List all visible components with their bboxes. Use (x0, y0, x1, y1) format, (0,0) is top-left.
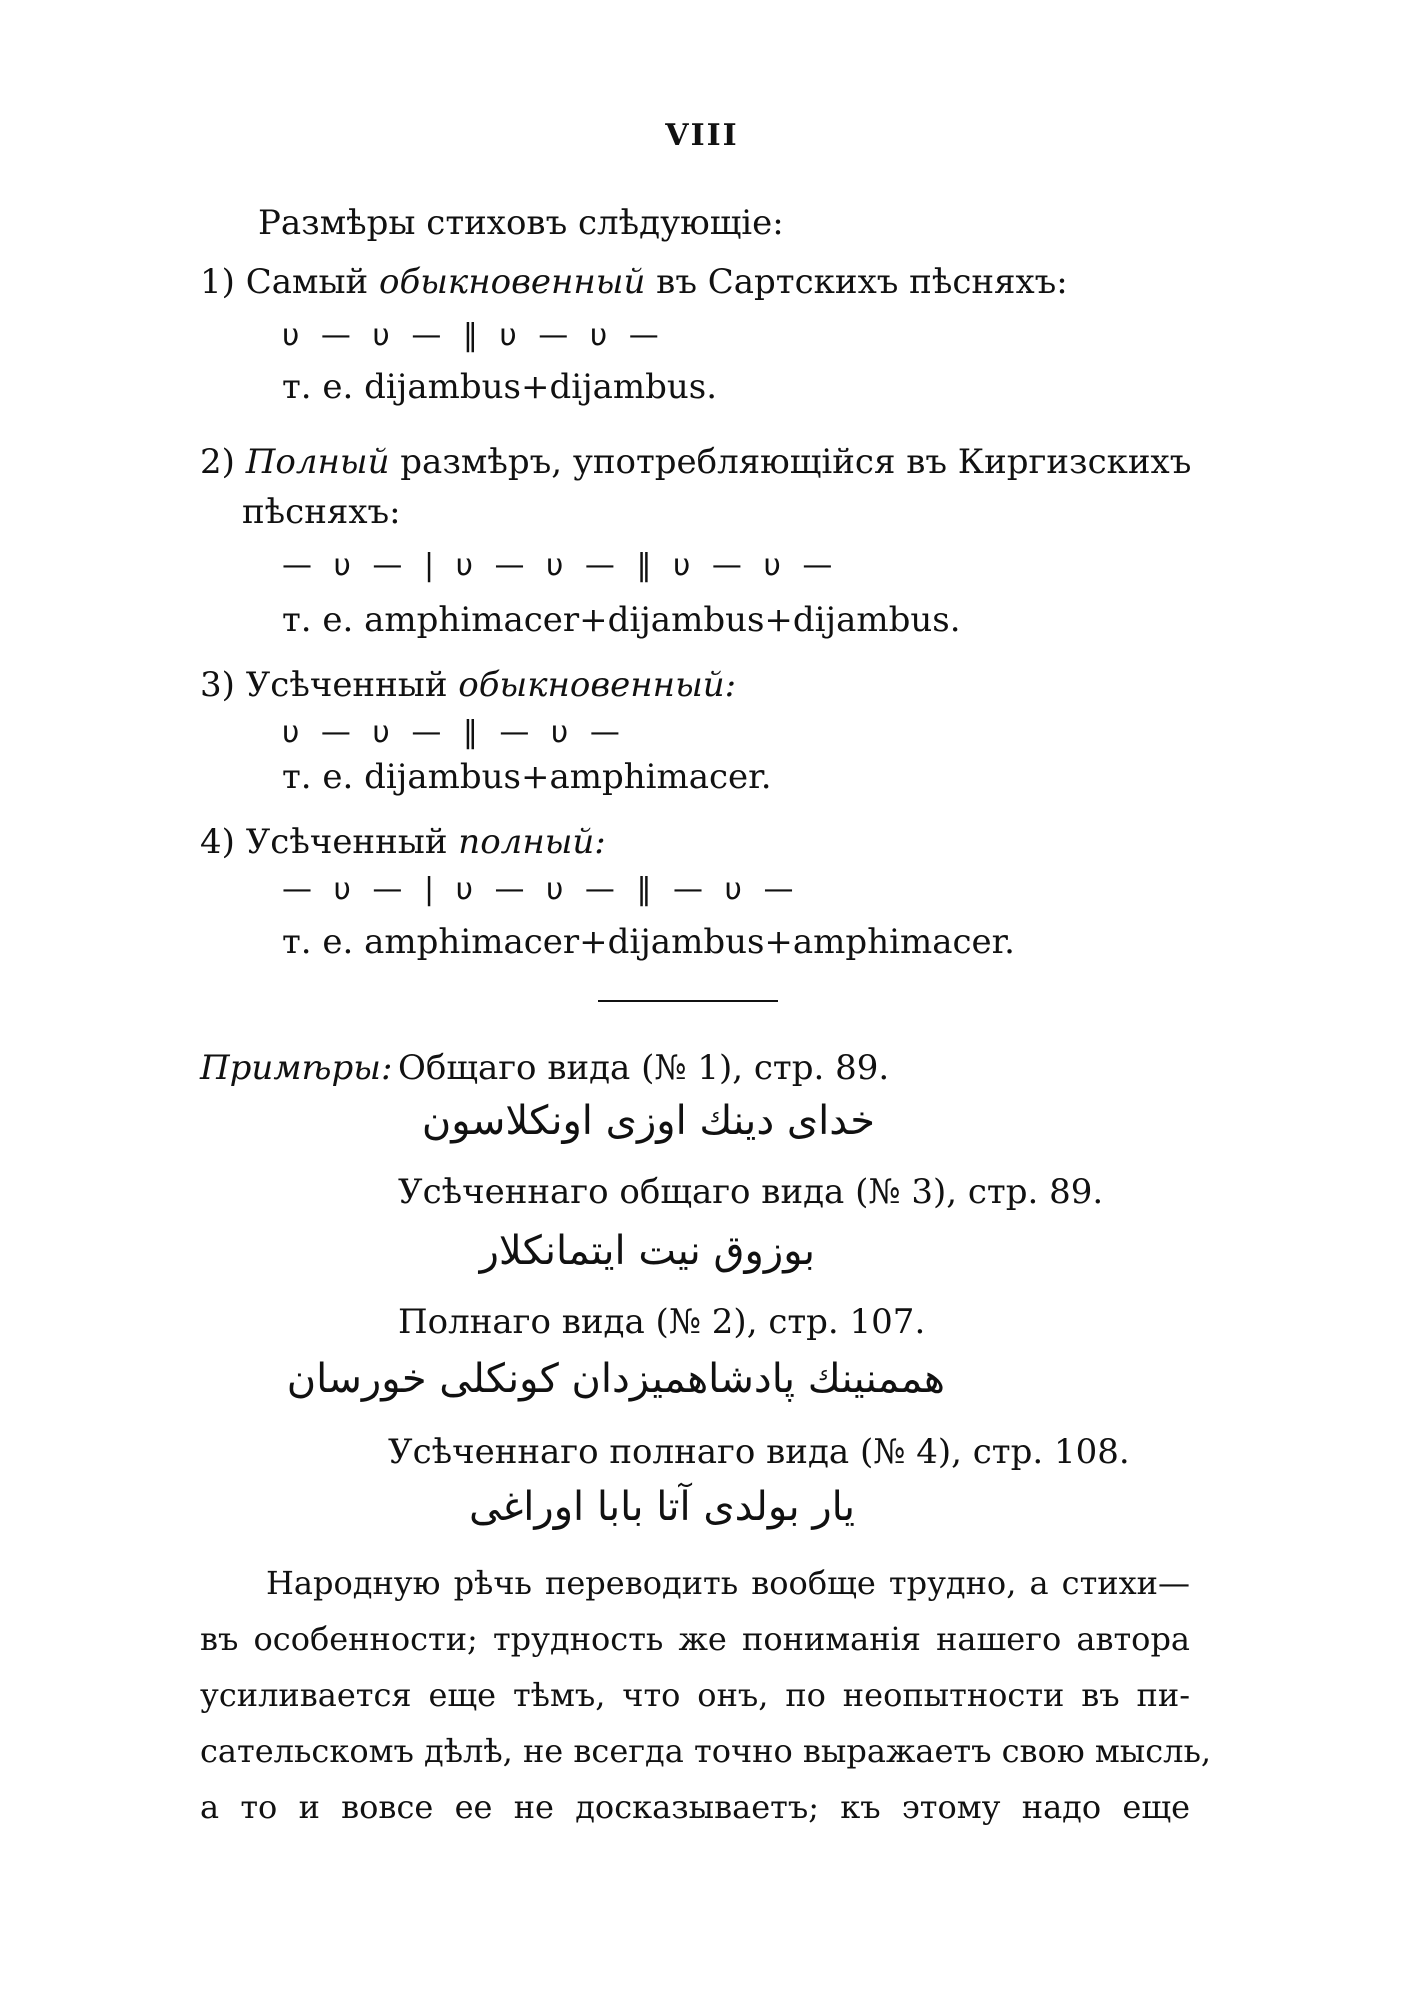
page-number: VIII (665, 118, 739, 153)
section-divider (598, 1000, 778, 1002)
meter-item-3-formula: т. е. dijambus+amphimacer. (282, 757, 772, 797)
intro-text: Размѣры стиховъ слѣдующіе: (258, 203, 784, 243)
example-1-arabic-verse: خدای دینك اوزی اونكلاسون (421, 1098, 875, 1144)
item-italic-term: обыкновенный: (458, 665, 737, 705)
item-number: 3) (200, 665, 235, 705)
paragraph-line: усиливается еще тѣмъ, что онъ, по неопытности въ пи- (200, 1676, 1190, 1714)
meter-item-4-heading (200, 822, 606, 862)
example-4-arabic-verse: يار بولدی آتا بابا اوراغی (469, 1484, 855, 1530)
meter-item-1-heading (200, 262, 1068, 302)
examples-label: Примѣры: (200, 1048, 393, 1088)
paragraph-line: Народную рѣчь переводить вообще трудно, а стихи— (266, 1564, 1190, 1602)
item-italic-term: полный: (458, 822, 606, 862)
item-number: 2) (200, 442, 235, 482)
body-paragraph (200, 1555, 1212, 1835)
meter-item-3-scheme: υ — υ — ‖ — υ — (282, 715, 626, 750)
example-3-arabic-verse: هممنينك پادشاهمیزدان كونكلی خورسان (286, 1356, 945, 1402)
meter-item-3-heading (200, 665, 736, 705)
example-3-caption: Полнаго вида (№ 2), стр. 107. (398, 1302, 926, 1342)
example-1-caption: Общаго вида (№ 1), стр. 89. (398, 1048, 890, 1088)
item-italic-term: обыкновенный (378, 262, 646, 302)
paragraph-line: сательскомъ дѣлѣ, не всегда точно выражаетъ свою мысль, (200, 1732, 1212, 1770)
meter-item-1-scheme: υ — υ — ‖ υ — υ — (282, 318, 665, 353)
example-2-caption: Усѣченнаго общаго вида (№ 3), стр. 89. (398, 1172, 1104, 1212)
example-4-caption: Усѣченнаго полнаго вида (№ 4), стр. 108. (388, 1432, 1130, 1472)
item-label: Усѣченный (245, 822, 448, 862)
item-label: Усѣченный (245, 665, 448, 705)
meter-item-1-formula: т. е. dijambus+dijambus. (282, 367, 718, 407)
meter-item-2-heading (200, 442, 1191, 482)
item-number: 4) (200, 822, 235, 862)
meter-item-2-scheme: — υ — | υ — υ — ‖ υ — υ — (282, 548, 839, 583)
item-number: 1) (200, 262, 235, 302)
paragraph-line: а то и вовсе ее не досказываетъ; къ этому надо еще (200, 1788, 1190, 1826)
item-description: размѣръ, употребляющійся въ Киргизскихъ (400, 442, 1192, 482)
item-italic-term: Полный (245, 442, 390, 482)
item-description: въ Сартскихъ пѣсняхъ: (656, 262, 1068, 302)
example-2-arabic-verse: بوزوق نيت ایتمانكلار (479, 1228, 815, 1274)
paragraph-line: въ особенности; трудность же пониманія нашего автора (200, 1620, 1190, 1658)
item-label: Самый (245, 262, 369, 302)
meter-item-4-formula: т. е. amphimacer+dijambus+amphimacer. (282, 922, 1015, 962)
meter-item-2-continuation: пѣсняхъ: (242, 492, 401, 532)
meter-item-4-scheme: — υ — | υ — υ — ‖ — υ — (282, 872, 800, 907)
meter-item-2-formula: т. е. amphimacer+dijambus+dijambus. (282, 600, 961, 640)
